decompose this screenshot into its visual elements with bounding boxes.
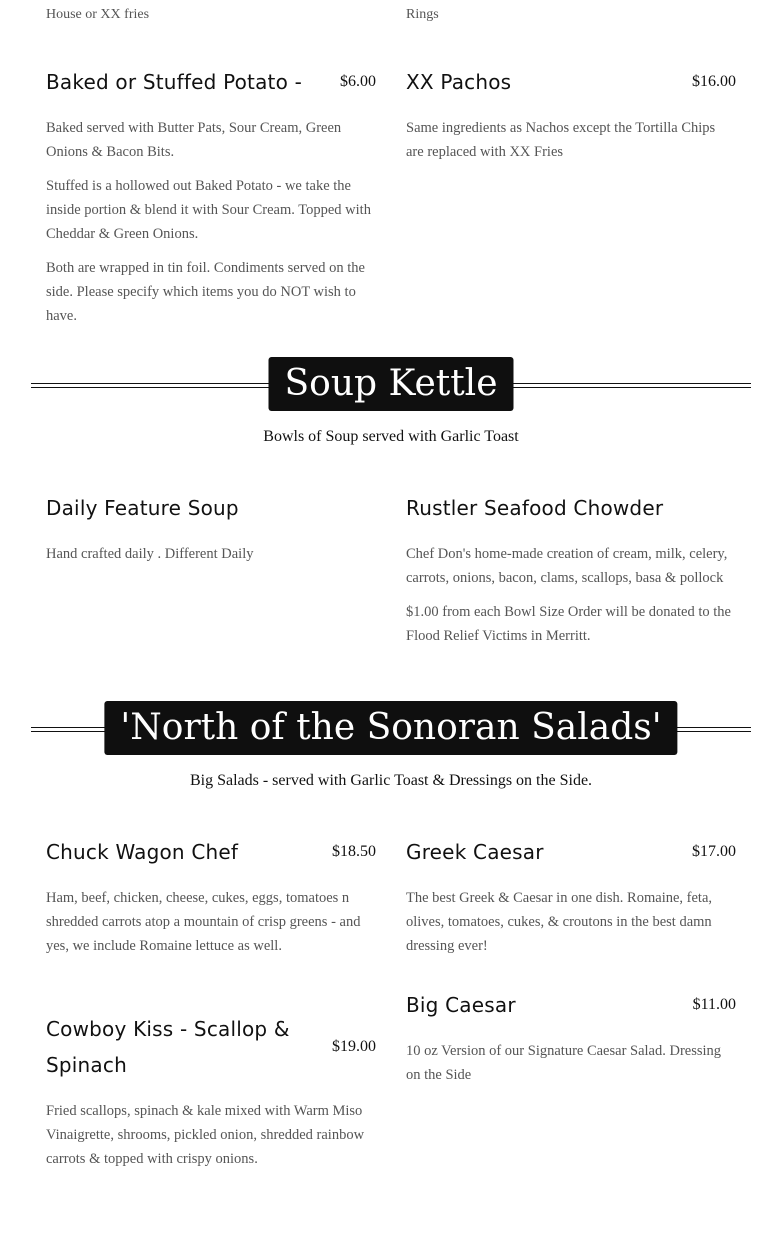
item-description: [406, 116, 736, 164]
menu-item-greek-caesar: [406, 834, 736, 968]
menu-item-seafood-chowder: [406, 490, 736, 658]
description-paragraph: Ham, beef, chicken, cheese, cukes, eggs, tomatoes n shredded carrots atop a mountain of crisp greens - and yes, we include Romaine lettuce as well.: [46, 890, 361, 954]
menu-item-daily-feature-soup: [46, 490, 376, 576]
item-description: [46, 542, 376, 566]
item-price: $18.50: [332, 843, 376, 860]
description-paragraph: $1.00 from each Bowl Size Order will be donated to the Flood Relief Victims in Merritt.: [406, 604, 731, 644]
menu-item-xx-pachos: [406, 64, 736, 174]
previous-item-snippet-left: House or XX fries: [46, 7, 150, 22]
menu-item-cowboy-kiss: [46, 1011, 376, 1181]
description-paragraph: Same ingredients as Nachos except the Tortilla Chips are replaced with XX Fries: [406, 120, 716, 160]
item-title: Big Caesar: [406, 993, 516, 1017]
section-header-salads: [31, 701, 751, 755]
section-subtitle: Big Salads - served with Garlic Toast & Dressings on the Side.: [189, 772, 593, 789]
description-paragraph: Both are wrapped in tin foil. Condiments served on the side. Please specify which items you do NOT wish to have.: [46, 260, 365, 324]
menu-item-chuck-wagon-chef: [46, 834, 376, 968]
item-title: Chuck Wagon Chef: [46, 840, 239, 864]
menu-item-baked-potato: [46, 64, 376, 338]
item-title: XX Pachos: [406, 70, 512, 94]
item-description: [406, 1039, 736, 1087]
item-price: $6.00: [340, 73, 376, 90]
item-price: $19.00: [332, 1038, 376, 1055]
description-paragraph: Baked served with Butter Pats, Sour Cream, Green Onions & Bacon Bits.: [46, 120, 342, 160]
section-title: Soup Kettle: [269, 357, 514, 411]
item-price: $17.00: [692, 843, 736, 860]
previous-item-snippet-right: Rings: [406, 7, 439, 22]
item-description: [406, 886, 736, 958]
item-price: $16.00: [692, 73, 736, 90]
menu-item-big-caesar: [406, 987, 736, 1097]
description-paragraph: Hand crafted daily . Different Daily: [46, 546, 254, 562]
item-description: [406, 542, 736, 648]
item-description: [46, 886, 376, 958]
description-paragraph: Fried scallops, spinach & kale mixed with Warm Miso Vinaigrette, shrooms, pickled onion, shredded rainbow carrots & topped with crispy onions.: [46, 1103, 365, 1167]
description-paragraph: Chef Don's home-made creation of cream, milk, celery, carrots, onions, bacon, clams, scallops, basa & pollock: [406, 546, 728, 586]
cut-off-next-section: [46, 1225, 736, 1233]
item-title: Greek Caesar: [406, 840, 544, 864]
section-header-soup: [31, 357, 751, 411]
item-title: Baked or Stuffed Potato -: [46, 70, 303, 94]
item-description: [46, 1099, 376, 1171]
item-description: [46, 116, 376, 328]
description-paragraph: Stuffed is a hollowed out Baked Potato - we take the inside portion & blend it with Sour Cream. Topped with Cheddar & Green Onions.: [46, 178, 371, 242]
description-paragraph: The best Greek & Caesar in one dish. Romaine, feta, olives, tomatoes, cukes, & croutons in the best damn dressing ever!: [406, 890, 713, 954]
item-price: $11.00: [692, 996, 736, 1013]
section-title: 'North of the Sonoran Salads': [104, 701, 677, 755]
item-title: Cowboy Kiss - Scallop & Spinach: [46, 1017, 290, 1077]
description-paragraph: 10 oz Version of our Signature Caesar Salad. Dressing on the Side: [406, 1043, 722, 1083]
item-title: Rustler Seafood Chowder: [406, 496, 664, 520]
section-subtitle: Bowls of Soup served with Garlic Toast: [263, 428, 519, 445]
item-title: Daily Feature Soup: [46, 496, 239, 520]
